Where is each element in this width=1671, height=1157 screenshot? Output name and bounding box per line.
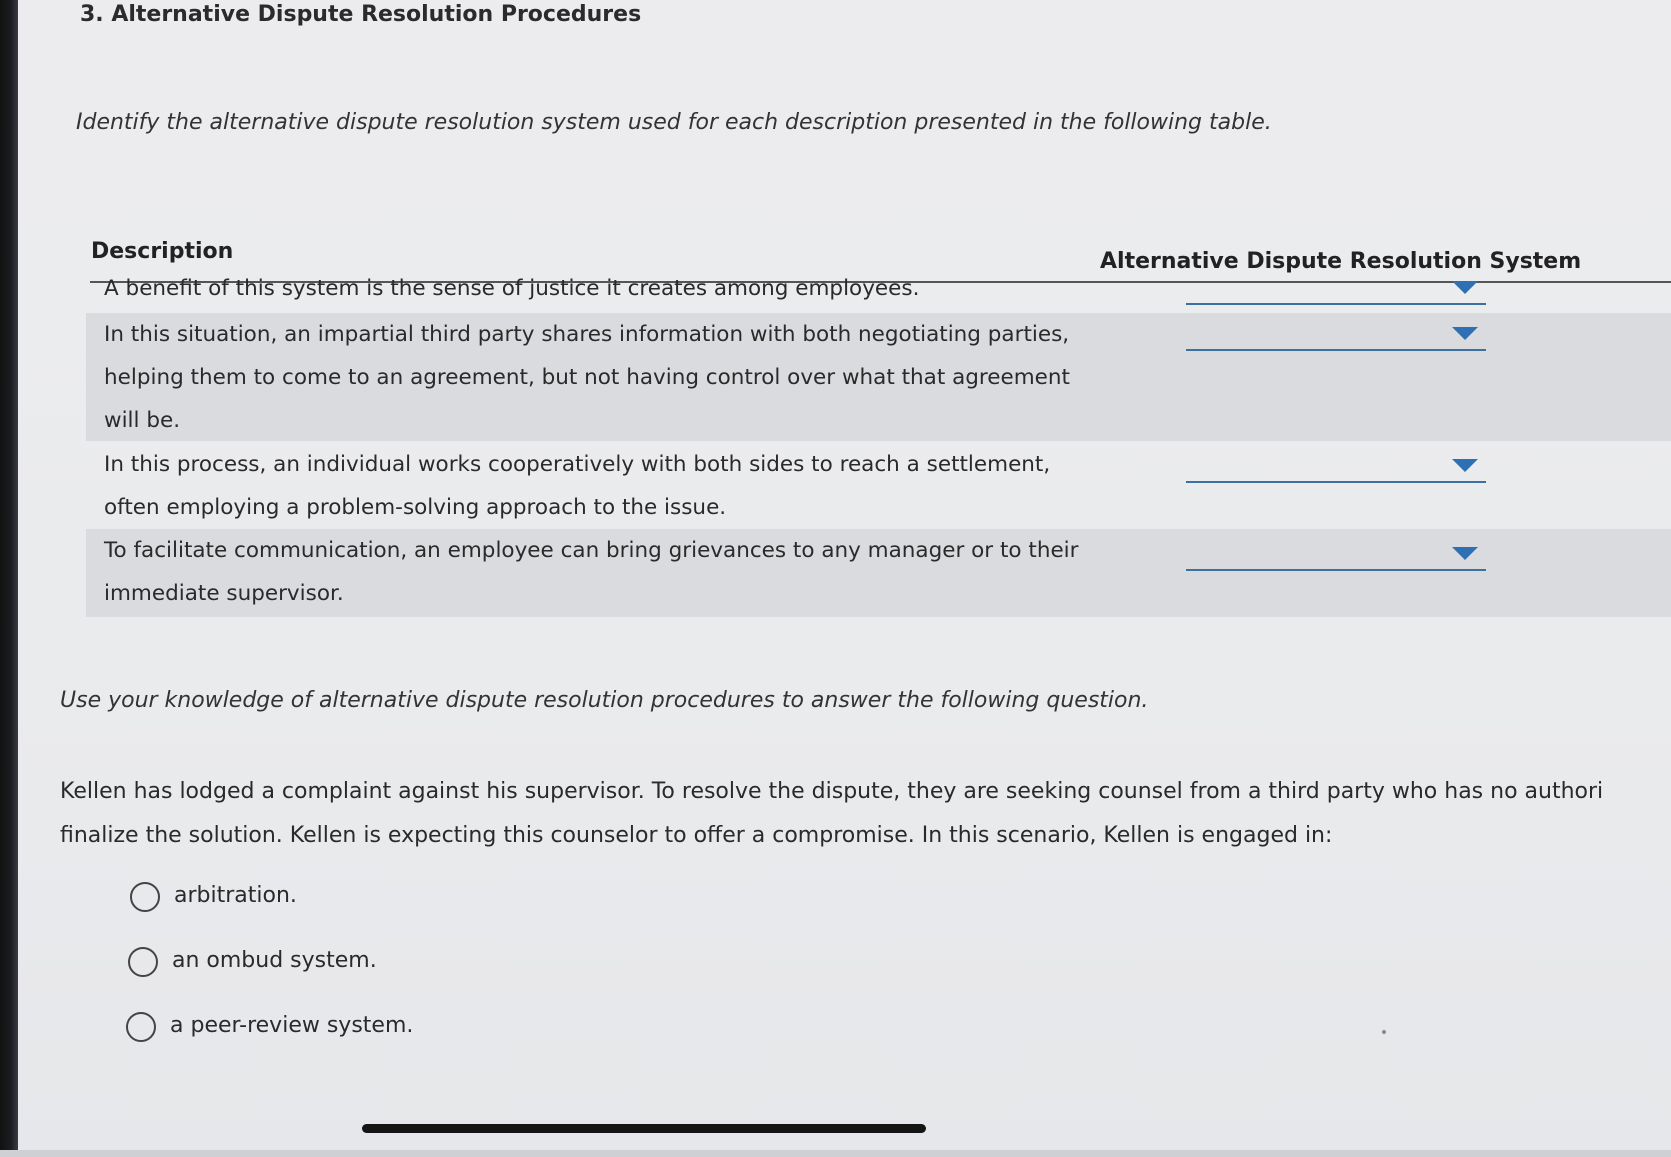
question-text <box>60 770 1671 858</box>
system-dropdown-4[interactable] <box>1186 539 1486 571</box>
table-instructions: Identify the alternative dispute resolution system used for each description presented in the following table. <box>76 110 1272 135</box>
row-description: In this process, an individual works cooperatively with both sides to reach a settlement, often employing a problem-solving approach to the issue. <box>104 452 1051 520</box>
question-line-2: finalize the solution. Kellen is expecting this counselor to offer a compromise. In this scenario, Kellen is engaged in: <box>60 823 1333 848</box>
option-label: arbitration. <box>174 883 297 908</box>
screen-speck <box>1382 1030 1386 1034</box>
screen-bezel-left <box>0 0 18 1157</box>
table-row <box>86 441 1671 529</box>
option-label: an ombud system. <box>172 948 377 973</box>
option-label: a peer-review system. <box>170 1013 414 1038</box>
chevron-down-icon <box>1452 281 1478 294</box>
scroll-indicator[interactable] <box>362 1124 926 1133</box>
matching-table <box>70 235 1671 635</box>
system-dropdown-1[interactable] <box>1186 273 1486 305</box>
column-header-system: Alternative Dispute Resolution System <box>1100 249 1582 274</box>
chevron-down-icon <box>1452 327 1478 340</box>
question-prompt: Use your knowledge of alternative dispute resolution procedures to answer the following question. <box>60 688 1149 713</box>
question-line-1: Kellen has lodged a complaint against his supervisor. To resolve the dispute, they are seeking counsel from a third party who has no authori <box>60 779 1604 804</box>
chevron-down-icon <box>1452 459 1478 472</box>
table-row <box>86 529 1671 617</box>
table-row <box>86 265 1671 313</box>
table-row <box>86 313 1671 441</box>
system-dropdown-3[interactable] <box>1186 451 1486 483</box>
question-heading: 3. Alternative Dispute Resolution Procedures <box>80 2 642 27</box>
row-description: In this situation, an impartial third party shares information with both negotiating parties, helping them to come to an agreement, but not having control over what that agreement will be. <box>104 322 1070 433</box>
radio-button[interactable] <box>128 947 158 977</box>
system-dropdown-2[interactable] <box>1186 319 1486 351</box>
radio-button[interactable] <box>130 882 160 912</box>
radio-button[interactable] <box>126 1012 156 1042</box>
screen-bezel-bottom <box>0 1150 1671 1157</box>
chevron-down-icon <box>1452 547 1478 560</box>
assignment-page <box>18 0 1671 1150</box>
row-description: To facilitate communication, an employee can bring grievances to any manager or to their immediate supervisor. <box>104 538 1079 606</box>
column-header-description: Description <box>91 239 234 264</box>
row-description: A benefit of this system is the sense of justice it creates among employees. <box>104 276 920 301</box>
